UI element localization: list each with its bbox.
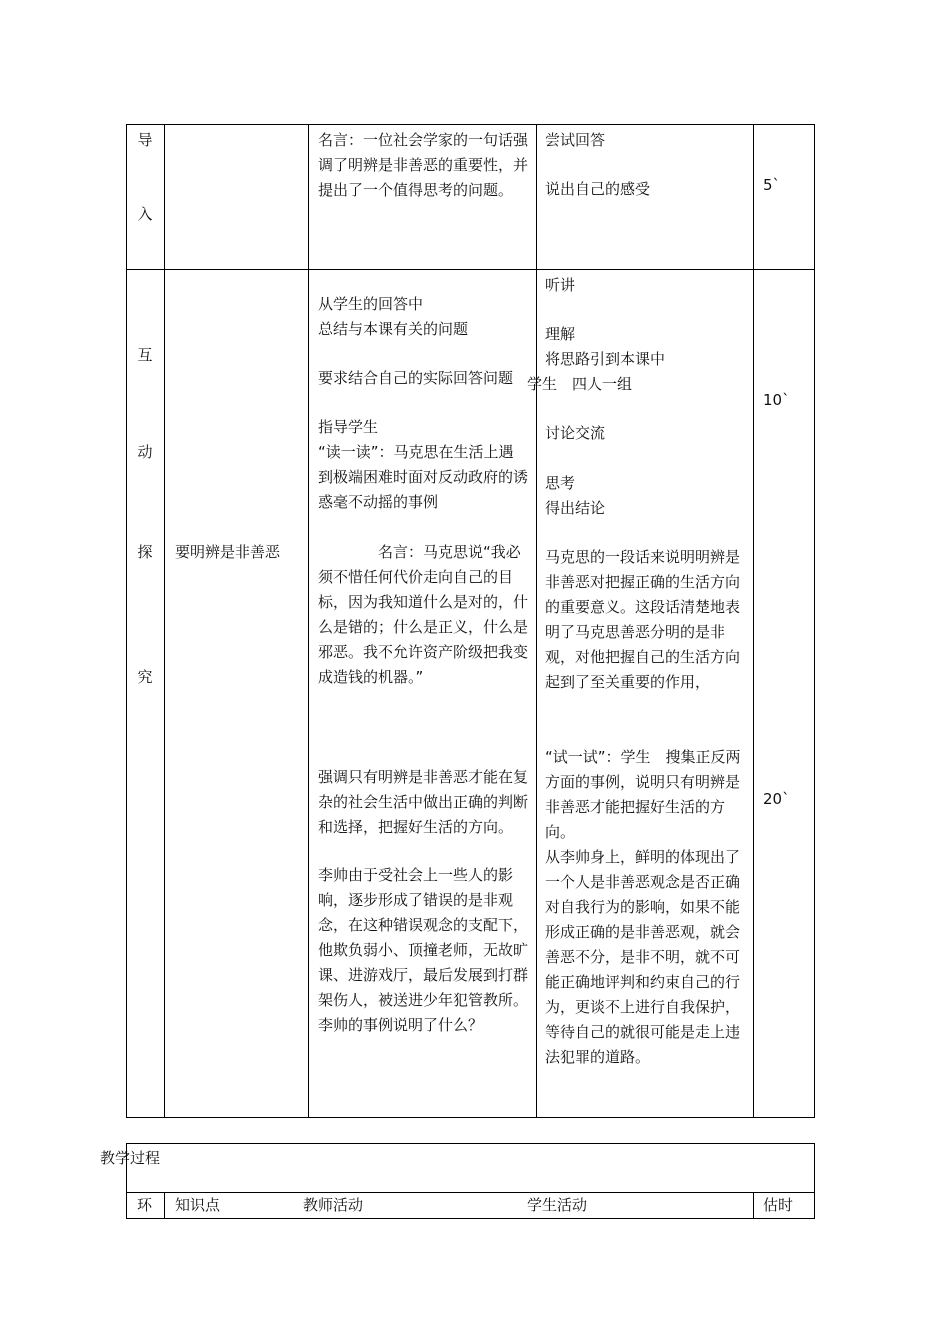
col-divider — [164, 1192, 165, 1218]
explore-teacher-line: 从学生的回答中 — [318, 295, 424, 313]
header-cell: 学生活动 — [527, 1196, 588, 1214]
intro-student-line: 尝试回答 — [545, 131, 606, 149]
explore-student-paragraph: “试一试”：学生 搜集正反两方面的事例，说明只有明辨是非善恶才能把握好生活的方向。 — [545, 748, 741, 841]
explore-student-line: 得出结论 — [545, 499, 606, 517]
explore-teacher-line: 要求结合自己的实际回答问题 — [318, 369, 514, 387]
process-header-table — [126, 1143, 815, 1219]
explore-student-line: 学生 四人一组 — [527, 375, 633, 393]
explore-student-line: 将思路引到本课中 — [545, 350, 666, 368]
explore-teacher-paragraph: 李帅由于受社会上一些人的影响，逐步形成了错误的是非观念，在这种错误观念的支配下，他欺负弱小、顶撞老师，无故旷课、进游戏厅，最后发展到打群架伤人，被送进少年犯管教所。李帅的事例说明了什么？ — [318, 866, 529, 1034]
stage-char: 互 — [137, 346, 153, 364]
row-divider — [127, 1192, 814, 1193]
row-divider — [127, 269, 814, 270]
header-cell: 环 — [137, 1196, 153, 1214]
stage-char: 探 — [137, 543, 153, 561]
explore-student-line: 讨论交流 — [545, 424, 606, 442]
header-cell: 教师活动 — [303, 1196, 364, 1214]
col-divider — [536, 125, 537, 1117]
explore-student-line: 理解 — [545, 325, 576, 343]
col-divider — [753, 1192, 754, 1218]
explore-teacher-paragraph: 名言：马克思说“我必须不惜任何代价走向自己的目标，因为我知道什么是对的，什么是错的；什么是正义，什么是邪恶。我不允许资产阶级把我变成造钱的机器。” — [318, 543, 529, 686]
knowledge-point: 要明辨是非善恶 — [175, 543, 281, 561]
explore-teacher-line: 总结与本课有关的问题 — [318, 320, 469, 338]
intro-teacher-text: 名言：一位社会学家的一句话强调了明辨是非善恶的重要性，并提出了一个值得思考的问题。 — [318, 131, 529, 199]
lesson-table — [126, 124, 815, 1118]
col-divider — [308, 125, 309, 1117]
col-divider — [753, 125, 754, 1117]
explore-teacher-paragraph: “读一读”：马克思在生活上遇到极端困难时面对反动政府的诱惑毫不动摇的事例 — [318, 443, 529, 511]
intro-time: 5` — [763, 176, 781, 194]
stage-char: 入 — [137, 205, 153, 223]
explore-student-paragraph: 从李帅身上，鲜明的体现出了一个人是非善恶观念是否正确对自我行为的影响，如果不能形成正确的是非善恶观，就会善恶不分，是非不明，就不可能正确地评判和约束自己的行为，更谈不上进行自我保护，等待自己的就很可能是走上违法犯罪的道路。 — [545, 848, 741, 1066]
explore-student-line: 思考 — [545, 474, 576, 492]
explore-teacher-line: 指导学生 — [318, 418, 379, 436]
explore-student-line: 听讲 — [545, 276, 576, 294]
process-title: 教学过程 — [100, 1149, 161, 1167]
col-divider — [164, 125, 165, 1117]
intro-student-line: 说出自己的感受 — [545, 180, 651, 198]
explore-student-paragraph: 马克思的一段话来说明明辨是非善恶对把握正确的生活方向的重要意义。这段话清楚地表明了马克思善恶分明的是非观，对他把握自己的生活方向起到了至关重要的作用， — [545, 548, 741, 691]
explore-teacher-paragraph: 强调只有明辨是非善恶才能在复杂的社会生活中做出正确的判断和选择，把握好生活的方向。 — [318, 768, 529, 836]
stage-char: 究 — [137, 668, 153, 686]
header-cell: 估时 — [763, 1196, 794, 1214]
stage-char: 导 — [137, 131, 153, 149]
explore-time: 20` — [763, 790, 790, 808]
stage-char: 动 — [137, 443, 153, 461]
header-cell: 知识点 — [175, 1196, 221, 1214]
explore-time: 10` — [763, 391, 790, 409]
